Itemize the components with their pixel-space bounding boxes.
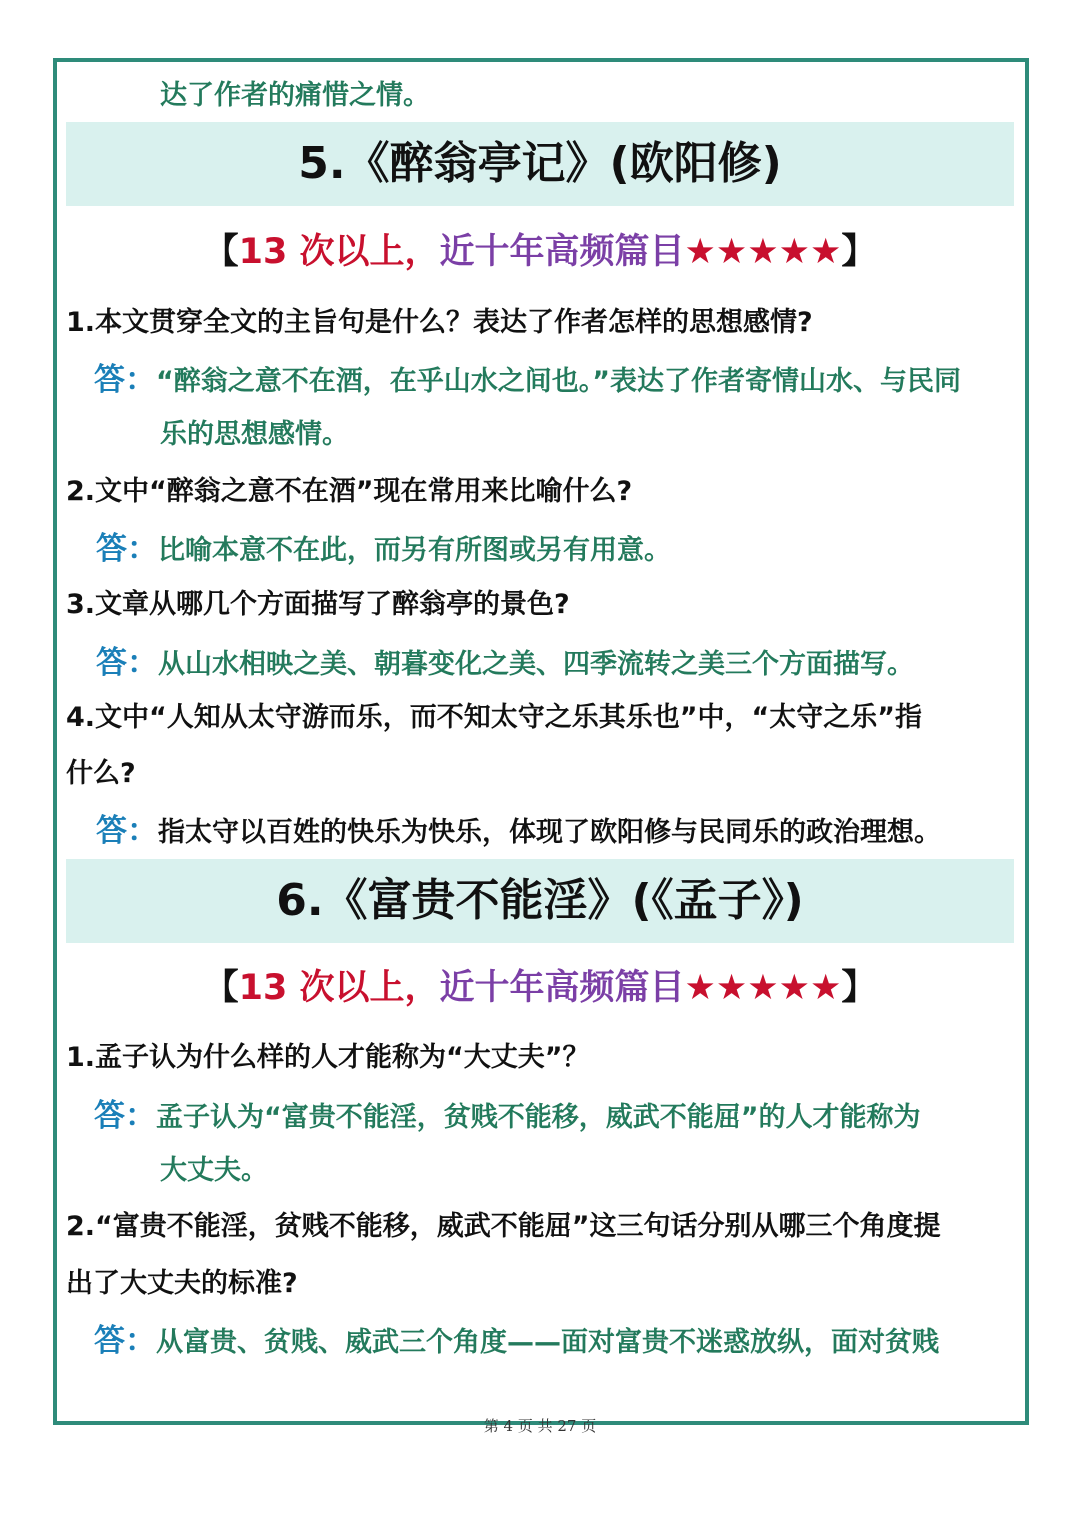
question-text: 出了大丈夫的标准? [66,1268,298,1299]
answer-text: 孟子认为“富贵不能淫，贫贱不能移，威武不能屈”的人才能称为 [156,1102,921,1133]
frequency-label: 近十年高频篇目 [439,968,685,1008]
answer-text: “醉翁之意不在酒，在乎山水之间也。”表达了作者寄情山水、与民同 [156,366,961,397]
frequency-note [0,228,1080,276]
answer-text: 从山水相映之美、朝暮变化之美、四季流转之美三个方面描写。 [158,649,914,680]
answer-label: 答： [94,362,156,398]
frequency-label: 近十年高频篇目 [439,232,685,272]
answer-line [94,1096,1014,1138]
section-title: 6.《富贵不能淫》(《孟子》) [276,875,804,926]
question-text: 3.文章从哪几个方面描写了醉翁亭的景色? [66,589,570,620]
question-text: 2.“富贵不能淫，贫贱不能移，威武不能屈”这三句话分别从哪三个角度提 [66,1211,941,1242]
answer-label: 答： [96,813,158,849]
section-title-banner [66,859,1014,943]
question-text: 4.文中“人知从太守游而乐，而不知太守之乐其乐也”中，“太守之乐”指 [66,702,923,733]
bracket-close: 】 [841,968,877,1008]
answer-label: 答： [96,645,158,681]
bracket-open: 【 [203,232,239,272]
frequency-count: 13 次以上， [238,968,440,1008]
star-rating: ★★★★★ [684,968,842,1008]
answer-line [94,360,1014,402]
bracket-close: 】 [841,232,877,272]
question-text: 什么? [66,758,136,789]
answer-label: 答： [94,1323,156,1359]
answer-text: 比喻本意不在此，而另有所图或另有用意。 [158,535,671,566]
continuation-text: 达了作者的痛惜之情。 [160,80,430,111]
answer-label: 答： [94,1098,156,1134]
bracket-open: 【 [203,968,239,1008]
answer-text: 乐的思想感情。 [160,419,349,450]
page-footer: 第 4 页 共 27 页 [483,1417,597,1435]
section-title-banner [66,122,1014,206]
frequency-note [0,964,1080,1012]
answer-text: 从富贵、贫贱、威武三个角度——面对富贵不迷惑放纵，面对贫贱 [156,1327,939,1358]
answer-line [96,811,1014,853]
question-text: 1.本文贯穿全文的主旨句是什么？表达了作者怎样的思想感情? [66,307,813,338]
section-title: 5.《醉翁亭记》(欧阳修) [298,138,782,189]
frequency-count: 13 次以上， [238,232,440,272]
star-rating: ★★★★★ [684,232,842,272]
answer-label: 答： [96,531,158,567]
question-text: 2.文中“醉翁之意不在酒”现在常用来比喻什么? [66,476,633,507]
question-text: 1.孟子认为什么样的人才能称为“大丈夫”？ [66,1042,590,1073]
answer-line [96,643,1014,685]
answer-line [96,529,1014,571]
answer-line [94,1321,1014,1363]
answer-text: 指太守以百姓的快乐为快乐，体现了欧阳修与民同乐的政治理想。 [158,817,941,848]
answer-text: 大丈夫。 [160,1155,268,1186]
